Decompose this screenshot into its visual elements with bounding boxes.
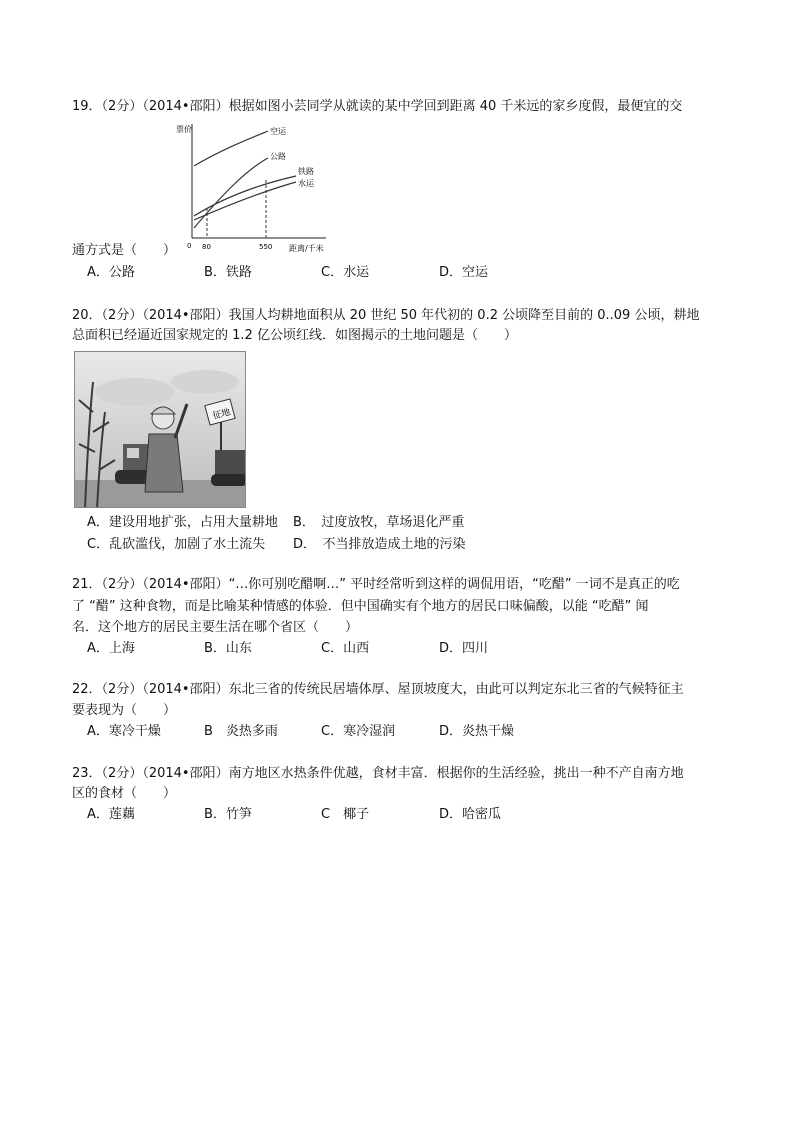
q20-stem-line1: 20．（2分）（2014•邵阳）我国人均耕地面积从 20 世纪 50 年代初的 0.2 公顷降至目前的 0..09 公顷，耕地 bbox=[72, 308, 700, 323]
label-road: 公路 bbox=[270, 152, 286, 161]
label-rail: 铁路 bbox=[298, 167, 314, 176]
q19-option-d[interactable]: D．空运 bbox=[439, 265, 489, 280]
q22-stem-line2: 要表现为（ ） bbox=[72, 703, 177, 718]
q19-option-a[interactable]: A．公路 bbox=[87, 265, 135, 280]
q20-option-a[interactable]: A．建设用地扩张，占用大量耕地 bbox=[87, 515, 278, 530]
q21-option-a[interactable]: A．上海 bbox=[87, 641, 135, 656]
q22-option-d[interactable]: D．炎热干燥 bbox=[439, 724, 515, 739]
land-cartoon-image bbox=[74, 351, 246, 508]
q21-option-b[interactable]: B．山东 bbox=[204, 641, 252, 656]
air-curve bbox=[194, 131, 268, 166]
water-curve bbox=[194, 182, 296, 220]
q23-option-c[interactable]: C 椰子 bbox=[321, 807, 370, 822]
q21-option-d[interactable]: D．四川 bbox=[439, 641, 489, 656]
q21-stem-line1: 21．（2分）（2014•邵阳）“…你可别吃醋啊…” 平时经常听到这样的调侃用语，“吃醋” 一词不是真正的吃 bbox=[72, 577, 680, 592]
q20-option-c[interactable]: C．乱砍滥伐，加剧了水土流失 bbox=[87, 537, 266, 552]
q23-stem-line2: 区的食材（ ） bbox=[72, 786, 177, 801]
origin-label: 0 bbox=[187, 242, 192, 250]
q19-chart bbox=[176, 118, 336, 258]
q22-stem-line1: 22．（2分）（2014•邵阳）东北三省的传统民居墙体厚、屋顶坡度大，由此可以判定东北三省的气候特征主 bbox=[72, 682, 684, 697]
tick-550: 550 bbox=[259, 243, 273, 251]
q19-stem-line1: 19．（2分）（2014•邵阳）根据如图小芸同学从就读的某中学回到距离 40 千米远的家乡度假，最便宜的交 bbox=[72, 99, 683, 114]
bulldozer-right bbox=[211, 450, 246, 486]
q19-option-c[interactable]: C．水运 bbox=[321, 265, 370, 280]
q23-option-b[interactable]: B．竹笋 bbox=[204, 807, 252, 822]
q21-stem-line2: 了 “醋” 这种食物，而是比喻某种情感的体验．但中国确实有个地方的居民口味偏酸，以能 “吃醋” 闻 bbox=[72, 599, 649, 614]
q20-option-b[interactable]: B． 过度放牧，草场退化严重 bbox=[293, 515, 465, 530]
label-water: 水运 bbox=[298, 179, 314, 188]
x-axis-label: 距离/千米 bbox=[289, 244, 324, 253]
sign-text: 征地 bbox=[211, 407, 232, 422]
q22-option-c[interactable]: C．寒冷湿润 bbox=[321, 724, 396, 739]
q23-option-d[interactable]: D．哈密瓜 bbox=[439, 807, 502, 822]
q19-stem-line2: 通方式是（ ） bbox=[72, 243, 177, 258]
q19-option-b[interactable]: B．铁路 bbox=[204, 265, 252, 280]
q22-option-b[interactable]: B 炎热多雨 bbox=[204, 724, 278, 739]
q23-option-a[interactable]: A．莲藕 bbox=[87, 807, 135, 822]
label-air: 空运 bbox=[270, 127, 286, 136]
q21-stem-line3: 名．这个地方的居民主要生活在哪个省区（ ） bbox=[72, 620, 359, 635]
q20-stem-line2: 总面积已经逼近国家规定的 1.2 亿公顷红线．如图揭示的土地问题是（ ） bbox=[72, 328, 517, 343]
tick-80: 80 bbox=[202, 243, 211, 251]
q22-option-a[interactable]: A．寒冷干燥 bbox=[87, 724, 161, 739]
y-axis-label: 票价 bbox=[176, 125, 192, 134]
q23-stem-line1: 23．（2分）（2014•邵阳）南方地区水热条件优越，食材丰富．根据你的生活经验，挑出一种不产自南方地 bbox=[72, 766, 684, 781]
q21-option-c[interactable]: C．山西 bbox=[321, 641, 370, 656]
q20-option-d[interactable]: D． 不当排放造成土地的污染 bbox=[293, 537, 466, 552]
road-curve bbox=[194, 158, 268, 228]
